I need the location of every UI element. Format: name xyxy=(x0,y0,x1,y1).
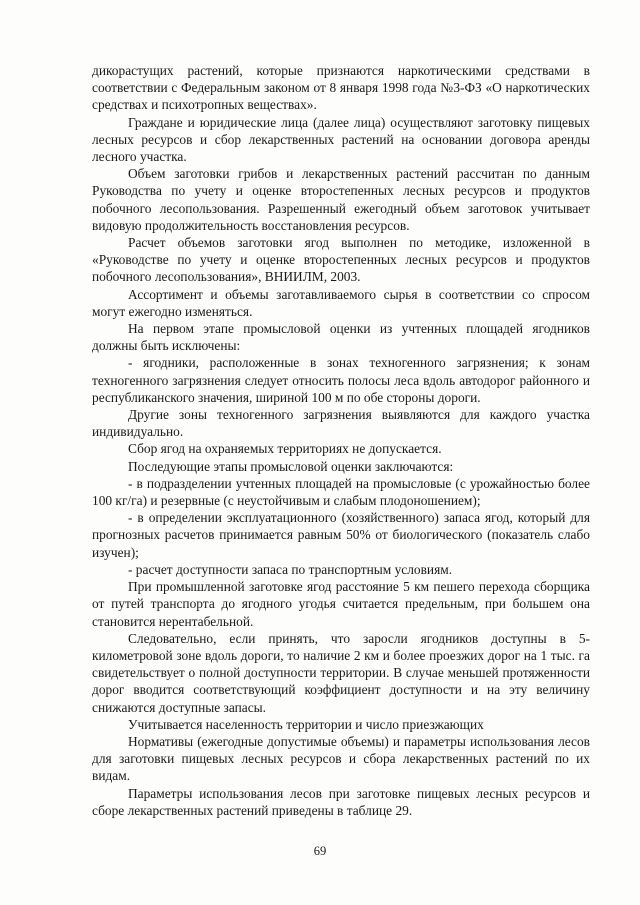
paragraph: Следовательно, если принять, что заросли ягодников доступны в 5-километровой зоне вдоль дороги, то наличие 2 км и более проезжих дорог на 1 тыс. га свидетельствует о полной доступности территории. В случае меньшей протяженности дорог вводится соответствующий коэффициент доступности и на эту величину снижаются доступные запасы. xyxy=(92,630,590,715)
paragraph: На первом этапе промысловой оценки из учтенных площадей ягодников должны быть исключены: xyxy=(92,321,590,354)
paragraph: Граждане и юридические лица (далее лица) осуществляют заготовку пищевых лесных ресурсов и сбор лекарственных растений на основании договора аренды лесного участка. xyxy=(92,114,590,165)
paragraph: Другие зоны техногенного загрязнения выявляются для каждого участка индивидуально. xyxy=(92,407,590,440)
body-text xyxy=(92,62,590,819)
paragraph: При промышленной заготовке ягод расстояние 5 км пешего перехода сборщика от путей транспорта до ягодного угодья считается предельным, при большем она становится нерентабельной. xyxy=(92,579,590,629)
paragraph: Ассортимент и объемы заготавливаемого сырья в соответствии со спросом могут ежегодно изменяться. xyxy=(92,286,590,319)
paragraph: Сбор ягод на охраняемых территориях не допускается. xyxy=(128,441,442,457)
list-item: - в определении эксплуатационного (хозяйственного) запаса ягод, который для прогнозных расчетов принимается равным 50% от биологического (показатель слабо изучен); xyxy=(92,510,590,560)
list-item: - расчет доступности запаса по транспортным условиям. xyxy=(128,561,453,577)
paragraph: Нормативы (ежегодные допустимые объемы) и параметры использования лесов для заготовки пищевых лесных ресурсов и сбора лекарственных растений по их видам. xyxy=(92,733,590,784)
paragraph: Учитывается населенность территории и число приезжающих xyxy=(128,716,484,732)
list-item: - в подразделении учтенных площадей на промысловые (с урожайностью более 100 кг/га) и резервные (с неустойчивым и слабым плодоношением); xyxy=(92,475,590,509)
paragraph: Параметры использования лесов при заготовке пищевых лесных ресурсов и сборе лекарственных растений приведены в таблице 29. xyxy=(92,785,590,818)
paragraph: Расчет объемов заготовки ягод выполнен по методике, изложенной в «Руководстве по учету и оценке второстепенных лесных ресурсов и продуктов побочного лесопользования», ВНИИЛМ, 2003. xyxy=(92,235,590,285)
paragraph: дикорастущих растений, которые признаются наркотическими средствами в соответствии с Федеральным законом от 8 января 1998 года №3-ФЗ «О наркотических средствах и психотропных веществах». xyxy=(92,63,590,113)
paragraph: Последующие этапы промысловой оценки заключаются: xyxy=(128,458,454,474)
page-number: 69 xyxy=(313,844,327,858)
paragraph: Объем заготовки грибов и лекарственных растений рассчитан по данным Руководства по учету и оценке второстепенных лесных ресурсов и продуктов побочного лесопользования. Разрешенный ежегодный объем заготовок учитывает видовую продолжительность восстановления ресурсов. xyxy=(92,166,590,233)
list-item: - ягодники, расположенные в зонах техногенного загрязнения; к зонам техногенного загрязнения следует относить полосы леса вдоль автодорог районного и республиканского значения, шириной 100 м по обе стороны дороги. xyxy=(92,355,590,405)
